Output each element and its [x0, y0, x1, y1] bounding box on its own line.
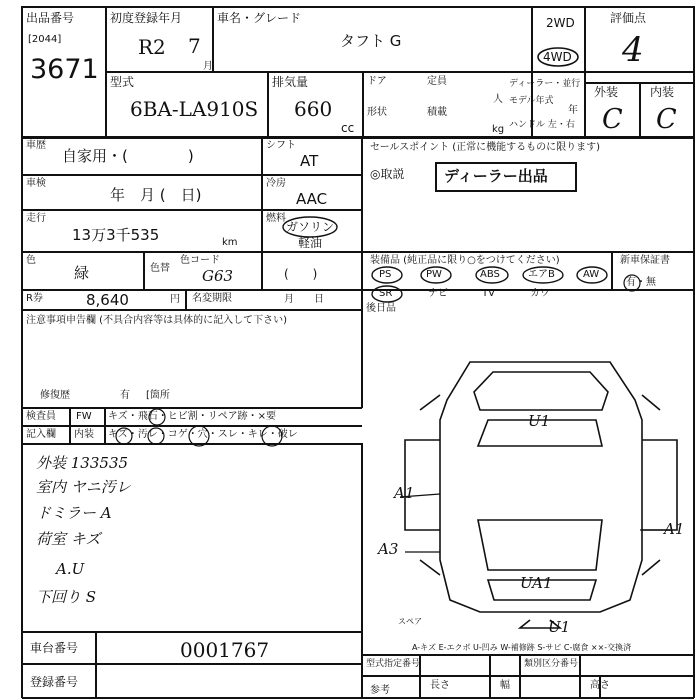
- drive-2wd: 2WD: [546, 16, 575, 30]
- model-value: タフト G: [340, 32, 402, 50]
- equip-ps: PS: [379, 269, 392, 280]
- width-label: 幅: [500, 680, 510, 691]
- equip-abs: ABS: [480, 269, 500, 280]
- inspection-value: 年 月 ( 日): [110, 186, 202, 204]
- disp-value: 660: [294, 97, 333, 121]
- reg-label: 登録番号: [30, 675, 79, 689]
- mark-roof-u1: U1: [528, 412, 551, 430]
- diagram-legend: A-キズ E-エクボ U-凹み W-補修跡 S-サビ C-腐食 ××-交換済: [412, 643, 632, 652]
- exterior-label: 外装: [594, 85, 619, 99]
- mark-left-a3: A3: [378, 540, 399, 558]
- spare-label: スペア: [398, 617, 422, 626]
- history-label: 車歴: [26, 140, 46, 151]
- height-label: 高さ: [590, 680, 610, 691]
- equip-sr: SR: [379, 288, 393, 299]
- equipment-label: 装備品 (純正品に限り○をつけてください): [370, 255, 560, 266]
- ac-label: 冷房: [266, 178, 286, 189]
- fuel-diesel: 軽油: [298, 236, 323, 250]
- chassis-label: 車台番号: [30, 641, 79, 655]
- mark-left-a1: A1: [394, 484, 415, 502]
- grade-value: 4: [622, 30, 644, 70]
- note-line-6: 下回り S: [36, 588, 97, 606]
- note-line-2: 室内 ヤニ汚レ: [36, 478, 131, 496]
- history-value: 自家用・( ): [62, 147, 194, 165]
- lot-code: [2044]: [28, 34, 62, 45]
- interior-label: 内装: [650, 85, 675, 99]
- lot-number: 3671: [30, 54, 99, 85]
- handle-label: ハンドル 左・右: [509, 120, 575, 130]
- mark-bottom-u1: U1: [548, 618, 571, 636]
- mileage-value: 13万3千535: [72, 226, 160, 244]
- note-line-5: A.U: [56, 560, 85, 578]
- warranty-value: 有・無: [626, 277, 656, 288]
- dealer-label: ディーラー・並行: [509, 79, 581, 89]
- maintenance-record: ◎取説: [370, 167, 405, 181]
- warranty-label: 新車保証書: [620, 255, 670, 266]
- recycle-label: R券: [26, 293, 43, 304]
- repair-has: 有: [120, 390, 130, 401]
- interior-inspect-label: 内装: [74, 429, 94, 440]
- model-year-unit: 年: [568, 105, 578, 116]
- recycle-unit: 円: [170, 294, 180, 305]
- mileage-label: 走行: [26, 213, 46, 224]
- name-change-label: 名変期限: [192, 293, 232, 304]
- mark-right-a1: A1: [664, 520, 685, 538]
- first-reg-label: 初度登録年月: [110, 11, 183, 25]
- door-label: ドア: [367, 76, 387, 87]
- color-value: 緑: [74, 264, 90, 282]
- dealer-car-label: ディーラー出品: [444, 167, 548, 185]
- equip-airb: エアB: [528, 269, 555, 280]
- recorder-label: 記入欄: [26, 429, 56, 440]
- inspection-label: 車検: [26, 178, 46, 189]
- fw-items: キズ・飛石・ヒビ割・リペア跡・×要: [108, 411, 276, 422]
- shape-label: 形状: [367, 107, 387, 118]
- shift-label: シフト: [266, 140, 296, 151]
- first-reg-year: 7: [188, 34, 201, 58]
- note-line-1: 外装 133535: [36, 454, 129, 472]
- equip-tv: TV: [482, 288, 495, 299]
- color-change-label: 色替: [150, 263, 170, 274]
- fuel-label: 燃料: [266, 213, 286, 224]
- disp-unit: cc: [341, 121, 355, 135]
- chassis-value: 0001767: [180, 638, 270, 662]
- first-reg-month-unit: 月: [203, 61, 213, 72]
- note-line-3: ドミラー A: [36, 504, 112, 522]
- model-year-label: モデル年式: [509, 96, 554, 106]
- exterior-value: C: [602, 104, 623, 135]
- capacity-unit: 人: [493, 94, 503, 105]
- inspector-label: 検査員: [26, 411, 56, 422]
- color-label: 色: [26, 255, 36, 266]
- interior-value: C: [656, 104, 677, 135]
- capacity-label: 定員: [427, 76, 447, 87]
- mark-rear-ua1: UA1: [520, 574, 553, 592]
- ref-label: 参考: [370, 685, 390, 696]
- ac-value: AAC: [296, 190, 328, 208]
- grade-label: 評価点: [610, 11, 647, 25]
- note-line-4: 荷室 キズ: [36, 530, 101, 548]
- first-reg-era: R2: [138, 35, 166, 59]
- name-change-value: 月 日: [284, 294, 324, 305]
- fuel-gas: ガソリン: [286, 220, 335, 234]
- fw-label: FW: [76, 411, 92, 422]
- equip-navi: ナビ: [428, 288, 448, 299]
- disp-label: 排気量: [272, 75, 309, 89]
- drive-4wd: 4WD: [543, 50, 572, 64]
- sales-point-label: セールスポイント (正常に機能するものに限ります): [370, 142, 601, 153]
- load-unit: kg: [492, 124, 505, 135]
- repair-label: 修復歴: [40, 390, 70, 401]
- color-code-value: G63: [202, 267, 234, 285]
- load-label: 積載: [427, 107, 447, 118]
- lot-label: 出品番号: [26, 11, 75, 25]
- fuel-other: ( ): [284, 267, 318, 281]
- type-value: 6BA-LA910S: [130, 97, 259, 121]
- interior-items: キズ・汚レ・コゲ・穴・スレ・キレ・破レ: [108, 429, 298, 440]
- after-label: 後日品: [366, 303, 396, 314]
- type-spec-label: 型式指定番号: [366, 659, 421, 669]
- model-label: 車名・グレード: [217, 11, 302, 25]
- color-code-label: 色コード: [180, 255, 220, 266]
- equip-leather: カワ: [530, 288, 550, 299]
- equip-pw: PW: [426, 269, 442, 280]
- shift-value: AT: [300, 152, 319, 170]
- equip-aw: AW: [583, 269, 600, 280]
- report-label: 注意事項申告欄 (不具合内容等は具体的に記入して下さい): [26, 315, 287, 326]
- repair-place: [箇所: [146, 390, 170, 401]
- type-label: 型式: [110, 75, 135, 89]
- mileage-unit: km: [222, 237, 238, 248]
- category-label: 類別区分番号: [524, 659, 579, 669]
- length-label: 長さ: [430, 680, 450, 691]
- recycle-value: 8,640: [86, 291, 129, 309]
